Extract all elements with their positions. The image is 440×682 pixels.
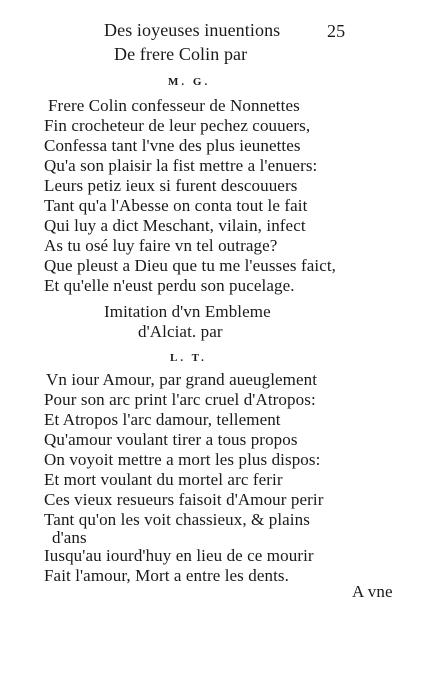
poem1-line: Leurs petiz ieux si furent descouuers xyxy=(44,176,298,195)
poem2-line: Qu'amour voulant tirer a tous propos xyxy=(44,430,298,449)
poem1-line: Confessa tant l'vne des plus ieunettes xyxy=(44,136,301,155)
poem2-line: Vn iour Amour, par grand aueuglement xyxy=(46,370,318,389)
poem1-line: Tant qu'a l'Abesse on conta tout le fait xyxy=(44,196,308,215)
poem2-line: Ces vieux resueurs faisoit d'Amour perir xyxy=(44,490,324,509)
poem1-line: Que pleust a Dieu que tu me l'eusses faict, xyxy=(44,256,337,275)
poem2-line: On voyoit mettre a mort les plus dispos: xyxy=(44,450,321,469)
catchword: A vne xyxy=(352,582,393,601)
poem1-line: Et qu'elle n'eust perdu son pucelage. xyxy=(44,276,295,295)
poem2-author: L. T. xyxy=(170,352,207,364)
poem2-line: Et Atropos l'arc damour, tellement xyxy=(44,410,281,429)
poem2-line-turnover: d'ans xyxy=(52,528,87,547)
poem2-line: Fait l'amour, Mort a entre les dents. xyxy=(44,566,289,585)
poem1-heading: De frere Colin par xyxy=(114,44,248,64)
page-number: 25 xyxy=(327,21,346,41)
poem1-line: Qu'a son plaisir la fist mettre a l'enuers: xyxy=(44,156,318,175)
poem1-line: Fin crocheteur de leur pechez couuers, xyxy=(44,116,311,135)
poem1-line: Frere Colin confesseur de Nonnettes xyxy=(48,96,300,115)
poem2-line: Tant qu'on les voit chassieux, & plains xyxy=(44,510,310,529)
poem2-heading-line1: Imitation d'vn Embleme xyxy=(104,302,271,321)
poem1-line: As tu osé luy faire vn tel outrage? xyxy=(44,236,278,255)
poem1-line: Qui luy a dict Meschant, vilain, infect xyxy=(44,216,306,235)
poem2-line: Iusqu'au iourd'huy en lieu de ce mourir xyxy=(44,546,314,565)
poem2-heading-line2: d'Alciat. par xyxy=(138,322,223,341)
running-head-title: Des ioyeuses inuentions xyxy=(104,20,281,40)
poem1-author: M. G. xyxy=(168,76,211,88)
poem2-line: Pour son arc print l'arc cruel d'Atropos: xyxy=(44,390,316,409)
poem2-line: Et mort voulant du mortel arc ferir xyxy=(44,470,283,489)
